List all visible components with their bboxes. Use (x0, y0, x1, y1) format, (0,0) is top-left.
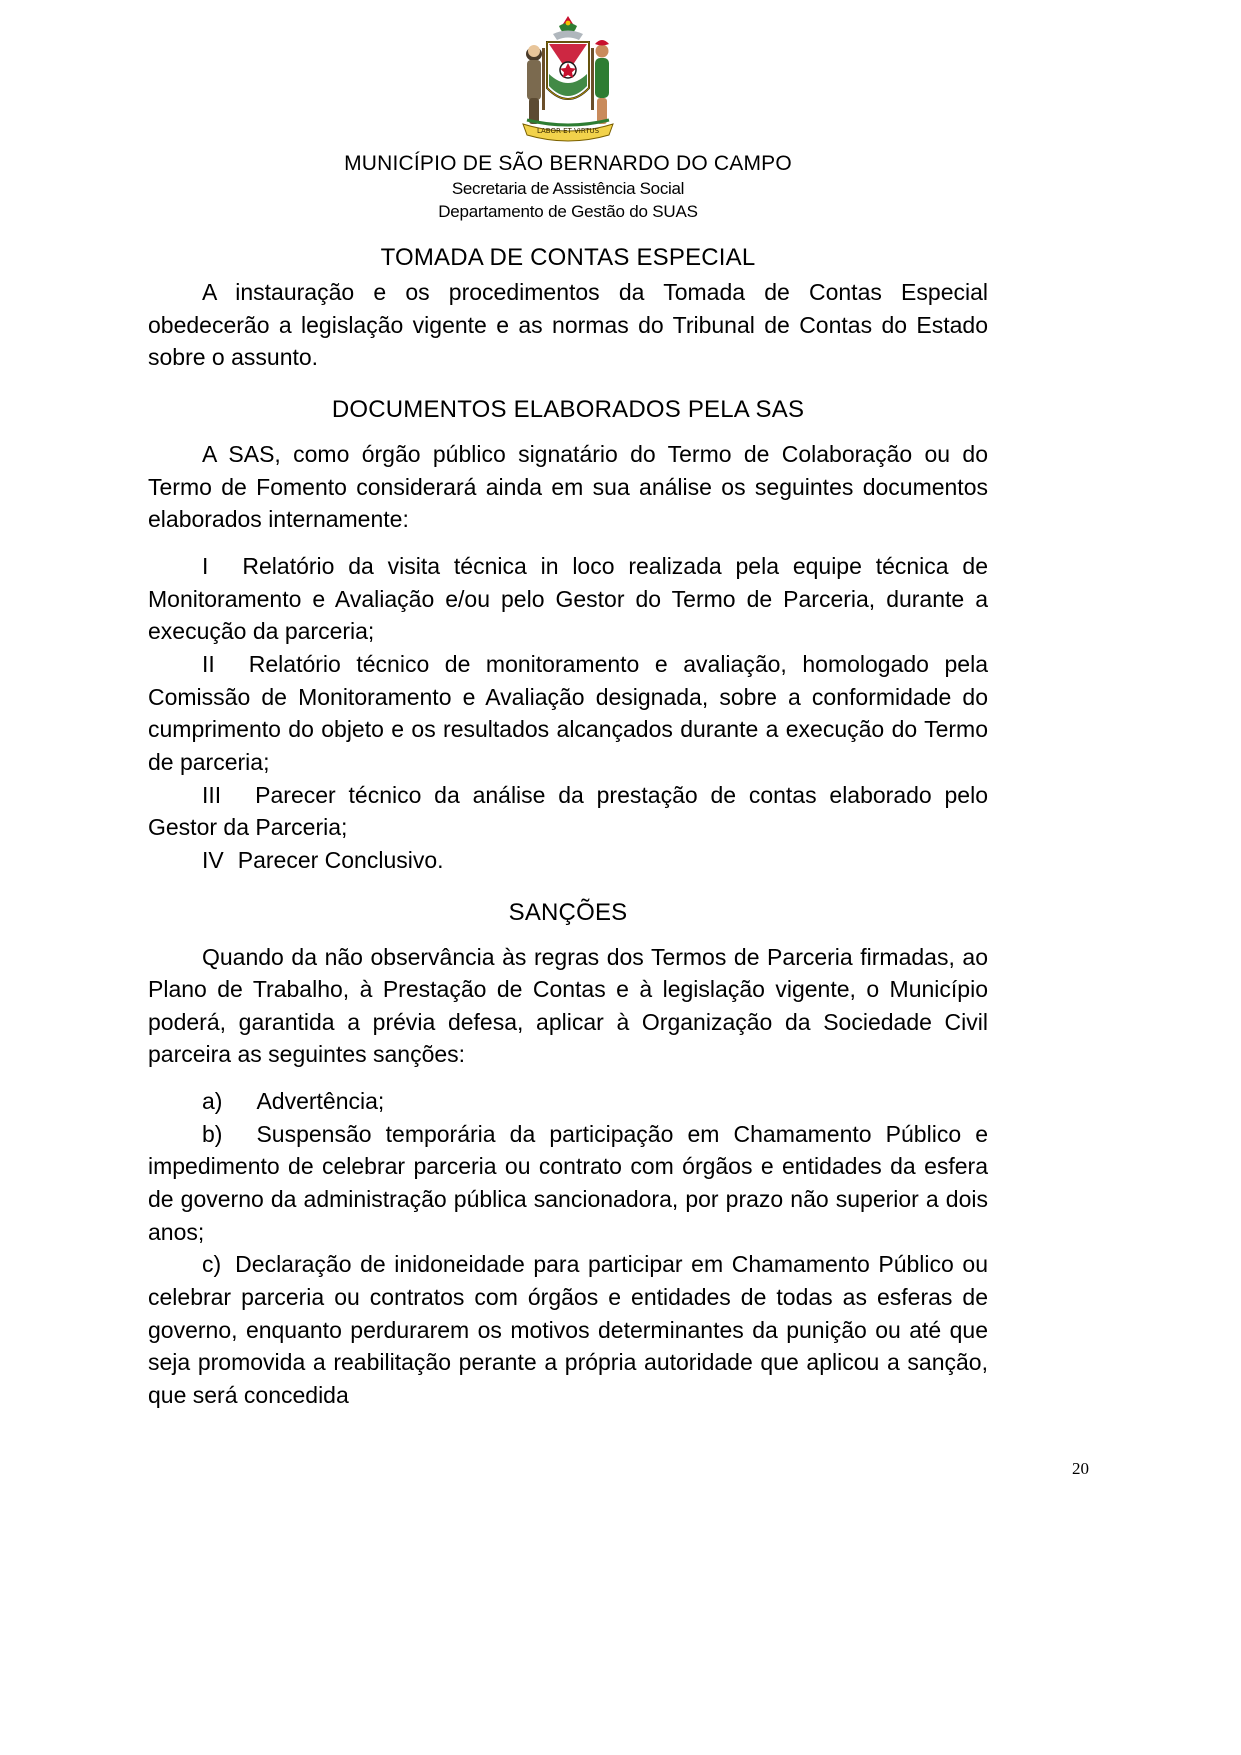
header-department: Departamento de Gestão do SUAS (438, 202, 698, 221)
list-text-iv: Parecer Conclusivo. (237, 846, 444, 873)
page-number: 20 (1072, 1459, 1089, 1478)
list-item-b (148, 1118, 988, 1249)
list-marker-c: c) (202, 1251, 222, 1278)
list-item-iii (148, 779, 988, 844)
list-marker-ii: II (202, 650, 215, 677)
list-text-a: Advertência; (256, 1088, 385, 1115)
svg-text:LABOR ET VIRTUS: LABOR ET VIRTUS (536, 127, 600, 135)
list-marker-iv: IV (202, 846, 224, 873)
list-item-a (148, 1085, 988, 1118)
paragraph-tomada-de-contas: A instauração e os procedimentos da Tomada de Contas Especial obedecerão a legislação vigente e as normas do Tribunal de Contas do Estado sobre o assunto. (148, 279, 988, 371)
header-secretariat: Secretaria de Assistência Social (451, 179, 685, 198)
coat-of-arms-icon (509, 14, 627, 146)
crest-container (148, 0, 988, 146)
list-text-b: Suspensão temporária da participação em Chamamento Público e impedimento de celebrar parceria ou contrato com órgãos e entidades da esfera de governo da administração pública sancionadora, por prazo não superior a dois anos; (148, 1120, 988, 1245)
list-text-ii: Relatório técnico de monitoramento e avaliação, homologado pela Comissão de Monitoramento e Avaliação designada, sobre a conformidade do cumprimento do objeto e os resultados alcançados durante a execução do Termo de parceria; (148, 650, 988, 775)
list-item-c (148, 1248, 988, 1411)
list-item-i (148, 550, 988, 648)
list-marker-b: b) (202, 1120, 223, 1147)
section-title-sancoes: SANÇÕES (508, 898, 628, 926)
header-municipality: MUNICÍPIO DE SÃO BERNARDO DO CAMPO (344, 152, 792, 175)
section-title-documentos-elaborados: DOCUMENTOS ELABORADOS PELA SAS (331, 395, 805, 423)
paragraph-documentos-elaborados: A SAS, como órgão público signatário do Termo de Colaboração ou do Termo de Fomento considerará ainda em sua análise os seguintes documentos elaborados internamente: (148, 440, 988, 533)
list-item-ii (148, 648, 988, 779)
list-text-c: Declaração de inidoneidade para participar em Chamamento Público ou celebrar parceria ou contratos com órgãos e entidades de todas as esferas de governo, enquanto perdurarem os motivos determinantes da punição ou até que seja promovida a reabilitação perante a própria autoridade que aplicou a sanção, que será concedida (148, 1251, 988, 1409)
list-marker-iii: III (202, 781, 222, 808)
paragraph-sancoes: Quando da não observância às regras dos Termos de Parceria firmadas, ao Plano de Trabalho, à Prestação de Contas e à legislação vigente, o Município poderá, garantida a prévia defesa, aplicar à Organização da Sociedade Civil parceira as seguintes sanções: (148, 943, 988, 1068)
list-text-iii: Parecer técnico da análise da prestação de contas elaborado pelo Gestor da Parceria; (148, 781, 988, 841)
list-marker-a: a) (202, 1088, 223, 1115)
list-marker-i: I (202, 552, 209, 579)
section-title-tomada-de-contas-especial: TOMADA DE CONTAS ESPECIAL (380, 244, 756, 271)
list-text-i: Relatório da visita técnica in loco realizada pela equipe técnica de Monitoramento e Avaliação e/ou pelo Gestor do Termo de Parceria, durante a execução da parceria; (148, 552, 988, 645)
page-content (148, 0, 988, 1412)
list-item-iv (148, 844, 988, 877)
